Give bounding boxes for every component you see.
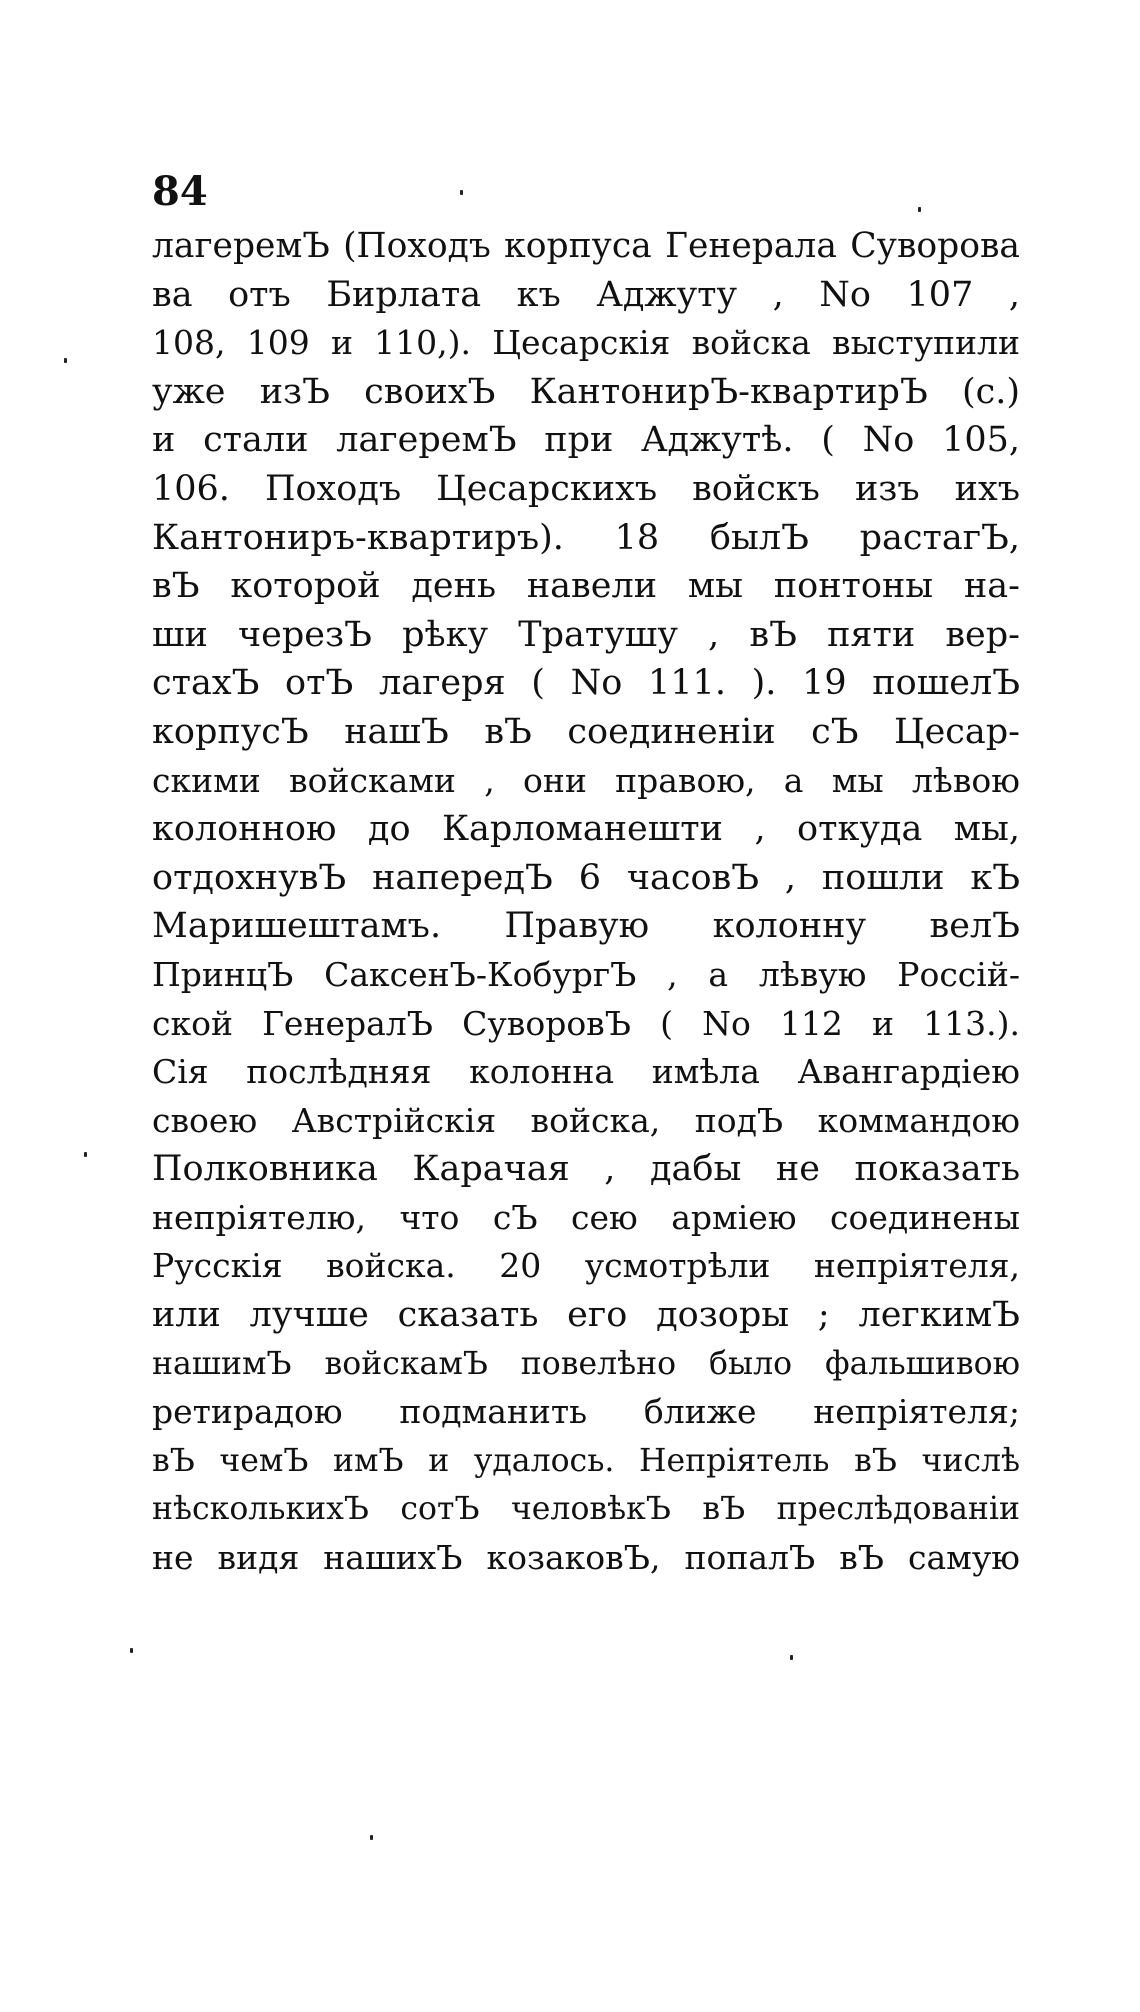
text-line: нашимЪ войскамЪ повелѣно было фальшивою <box>152 1345 1020 1382</box>
ink-speck <box>790 1655 793 1660</box>
text-line: лагеремЪ (Походъ корпуса Генерала Суворова <box>152 226 1020 266</box>
text-line: своею Австрiйскія войска, подЪ коммандою <box>152 1100 1020 1140</box>
text-line: Полковника Карачая , дабы не показать <box>152 1149 1020 1190</box>
ink-speck <box>370 1835 373 1840</box>
ink-speck <box>130 1648 133 1653</box>
text-line: Русскія войска. 20 усмотрѣли непрiятеля, <box>152 1246 1020 1286</box>
text-line: Кантониръ-квартиръ). 18 былЪ растагЪ, <box>152 517 1020 558</box>
text-line: вЪ которой день навели мы понтоны на- <box>152 566 1020 607</box>
body-text <box>152 222 1020 1583</box>
page-number: 84 <box>152 168 208 215</box>
text-line: Сія послѣдняя колонна имѣла Авангардiею <box>152 1052 1020 1092</box>
text-line: ши черезЪ рѣку Тратушу , вЪ пяти вер- <box>152 614 1020 655</box>
text-line: 106. Походъ Цесарскихъ войскъ изъ ихъ <box>152 468 1020 509</box>
text-line: ской ГенералЪ СуворовЪ ( No 112 и 113.). <box>152 1003 1020 1043</box>
text-line: и стали лагеремЪ при Аджутѣ. ( No 105, <box>152 420 1020 461</box>
text-line: корпусЪ нашЪ вЪ соединенiи сЪ Цесар- <box>152 711 1020 752</box>
text-line: 108, 109 и 110,). Цесарскія войска выступили <box>152 323 1020 363</box>
text-line: не видя нашихЪ козаковЪ, попалЪ вЪ самую <box>152 1538 1020 1578</box>
text-line: нѣсколькихЪ сотЪ человѣкЪ вЪ преслѣдованiи <box>152 1491 1020 1528</box>
ink-speck <box>918 207 921 212</box>
text-line: ПринцЪ СаксенЪ-КобургЪ , а лѣвую Россій- <box>152 954 1020 994</box>
text-line: уже изЪ своихЪ КантонирЪ-квартирЪ (с.) <box>152 371 1020 412</box>
ink-speck <box>64 358 67 363</box>
text-line: Маришештамъ. Правую колонну велЪ <box>152 906 1020 947</box>
ink-speck <box>84 1152 87 1157</box>
text-line: колонною до Карломанешти , откуда мы, <box>152 809 1020 850</box>
text-line: или лучше сказать его дозоры ; легкимЪ <box>152 1295 1020 1336</box>
text-line: ретирадою подманить ближе непрiятеля; <box>152 1392 1020 1432</box>
ink-speck <box>460 190 463 195</box>
text-line: стахЪ отЪ лагеря ( No 111. ). 19 пошелЪ <box>152 663 1020 704</box>
text-line: отдохнувЪ напередЪ 6 часовЪ , пошли кЪ <box>152 857 1020 898</box>
text-line: вЪ чемЪ имЪ и удалось. Непрiятель вЪ числѣ <box>152 1442 1020 1479</box>
text-line: непрiятелю, что сЪ сею армiею соединены <box>152 1197 1020 1237</box>
text-line: скими войсками , они правою, а мы лѣвою <box>152 760 1020 800</box>
text-line: ва отъ Бирлата къ Аджуту , No 107 , <box>152 274 1020 315</box>
